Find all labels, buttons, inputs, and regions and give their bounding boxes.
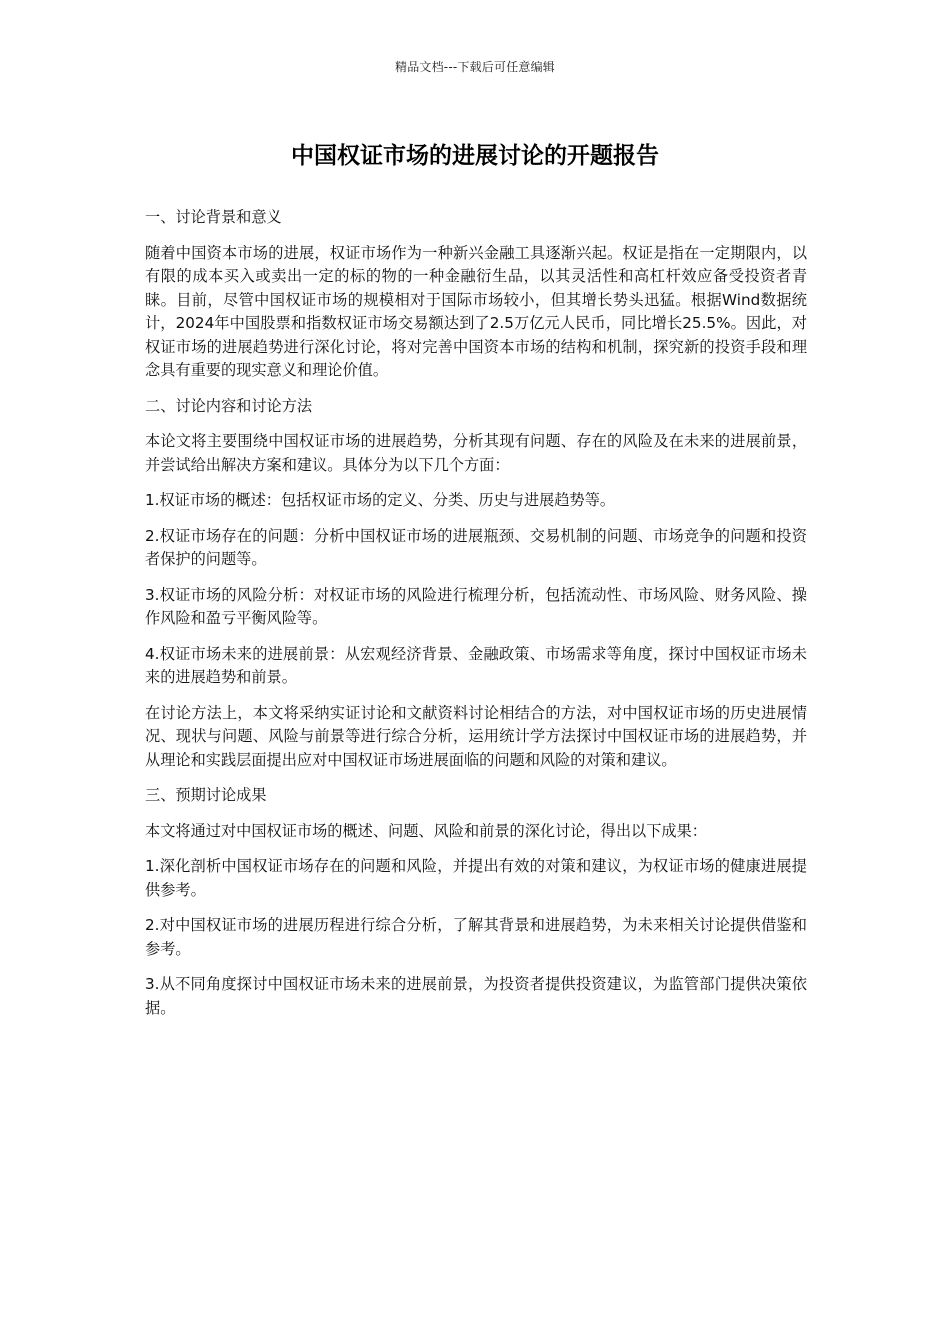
list-item-result-3: 3.从不同角度探讨中国权证市场未来的进展前景，为投资者提供投资建议，为监管部门提供决策依据。 (145, 975, 807, 1017)
header-note: 精品文档---下载后可任意编辑 (395, 60, 555, 74)
paragraph-results-intro: 本文将通过对中国权证市场的概述、问题、风险和前景的深化讨论，得出以下成果： (145, 821, 707, 840)
paragraph-method: 在讨论方法上，本文将采纳实证讨论和文献资料讨论相结合的方法，对中国权证市场的历史进展情况、现状与问题、风险与前景等进行综合分析，运用统计学方法探讨中国权证市场的进展趋势，并从理论和实践层面提出应对中国权证市场进展面临的问题和风险的对策和建议。 (145, 703, 807, 769)
document-body (145, 206, 807, 1032)
paragraph-content-intro: 本论文将主要围绕中国权证市场的进展趋势，分析其现有问题、存在的风险及在未来的进展前景，并尝试给出解决方案和建议。具体分为以下几个方面： (145, 432, 807, 474)
list-item-problems: 2.权证市场存在的问题：分析中国权证市场的进展瓶颈、交易机制的问题、市场竞争的问题和投资者保护的问题等。 (145, 526, 807, 568)
list-item-prospects: 4.权证市场未来的进展前景：从宏观经济背景、金融政策、市场需求等角度，探讨中国权证市场未来的进展趋势和前景。 (145, 644, 807, 686)
document-title: 中国权证市场的进展讨论的开题报告 (291, 143, 659, 169)
list-item-overview: 1.权证市场的概述：包括权证市场的定义、分类、历史与进展趋势等。 (145, 491, 616, 509)
section-heading-background: 一、讨论背景和意义 (145, 208, 282, 226)
section-heading-expected-results: 三、预期讨论成果 (145, 786, 267, 804)
list-item-result-2: 2.对中国权证市场的进展历程进行综合分析，了解其背景和进展趋势，为未来相关讨论提供借鉴和参考。 (145, 916, 807, 958)
list-item-risks: 3.权证市场的风险分析：对权证市场的风险进行梳理分析，包括流动性、市场风险、财务风险、操作风险和盈亏平衡风险等。 (145, 585, 807, 627)
paragraph-background: 随着中国资本市场的进展，权证市场作为一种新兴金融工具逐渐兴起。权证是指在一定期限内，以有限的成本买入或卖出一定的标的物的一种金融衍生品，以其灵活性和高杠杆效应备受投资者青睐。目前，尽管中国权证市场的规模相对于国际市场较小，但其增长势头迅猛。根据Wind数据统计，2024年中国股票和指数权证市场交易额达到了2.5万亿元人民币，同比增长25.5%。因此，对权证市场的进展趋势进行深化讨论，将对完善中国资本市场的结构和机制，探究新的投资手段和理念具有重要的现实意义和理论价值。 (145, 243, 807, 379)
section-heading-content-method: 二、讨论内容和讨论方法 (145, 396, 313, 415)
list-item-result-1: 1.深化剖析中国权证市场存在的问题和风险，并提出有效的对策和建议，为权证市场的健康进展提供参考。 (145, 857, 807, 899)
